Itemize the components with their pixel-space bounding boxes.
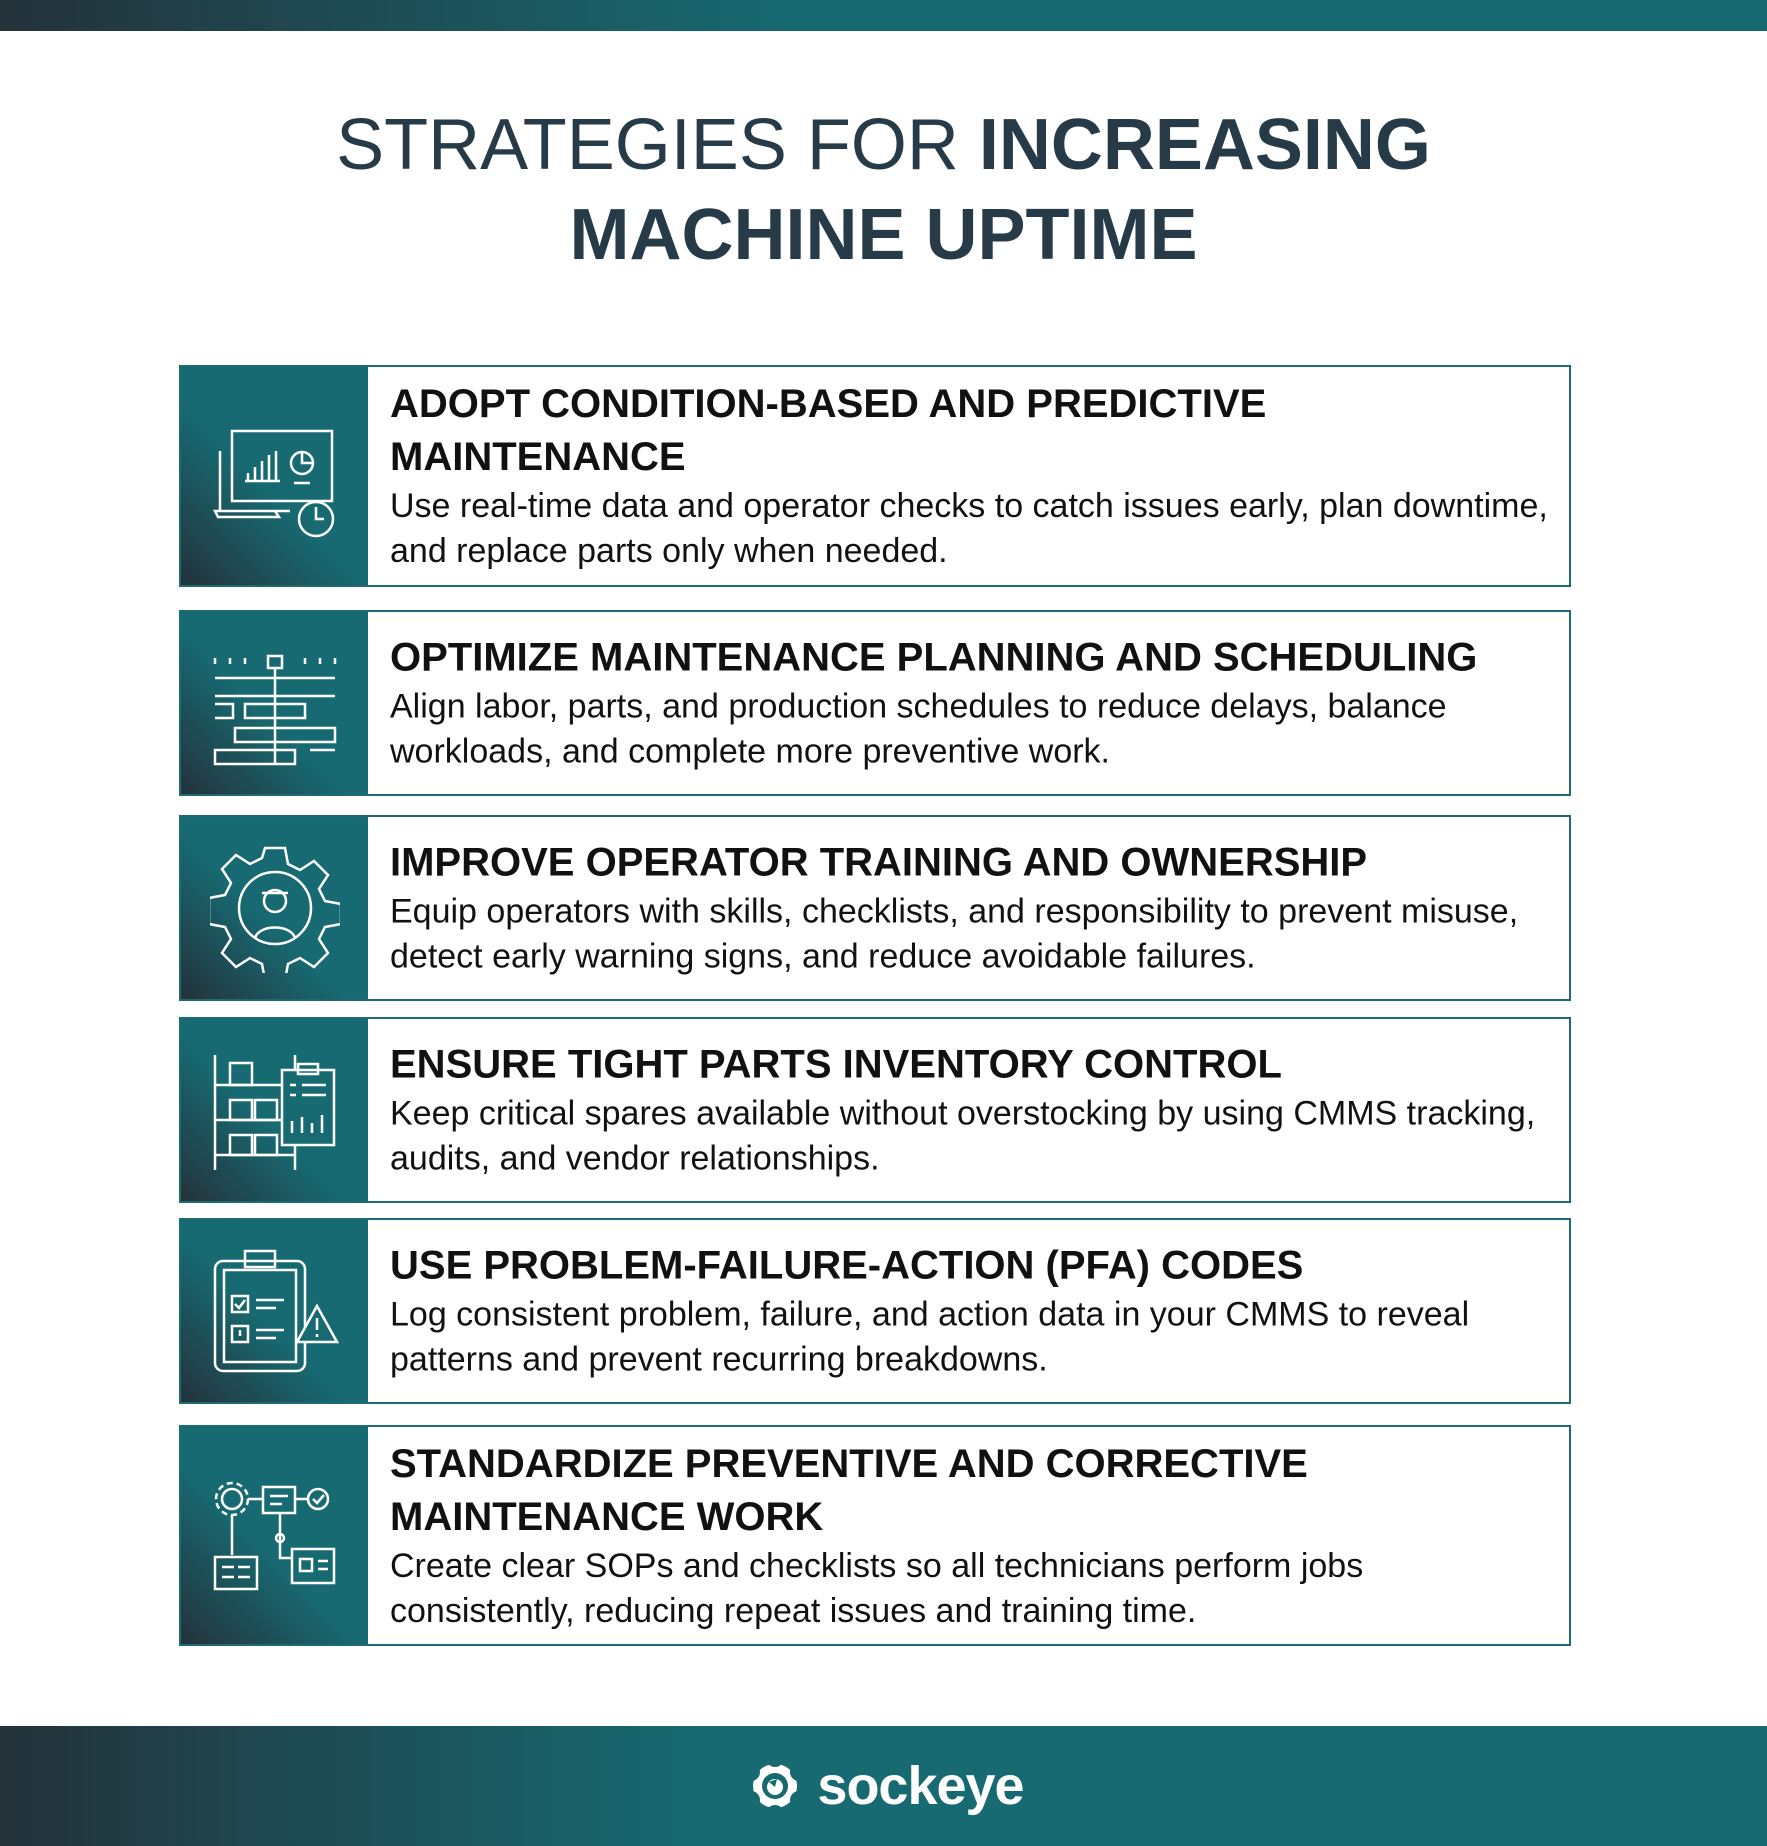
strategy-heading: STANDARDIZE PREVENTIVE AND CORRECTIVE MAINTENANCE WORK <box>390 1441 1308 1539</box>
dashboard-clock-icon <box>210 411 340 541</box>
gear-worker-icon <box>210 843 340 973</box>
strategy-card <box>179 610 1571 796</box>
icon-panel <box>181 367 368 585</box>
title-line-2: MACHINE UPTIME <box>569 195 1198 275</box>
strategy-card <box>179 1017 1571 1203</box>
strategy-heading: ADOPT CONDITION-BASED AND PREDICTIVE MAINTENANCE <box>390 382 1267 479</box>
clipboard-warning-icon <box>210 1246 340 1376</box>
strategy-heading: IMPROVE OPERATOR TRAINING AND OWNERSHIP <box>390 840 1368 885</box>
strategy-card <box>179 1218 1571 1404</box>
strategy-card <box>179 1425 1571 1646</box>
strategy-body: Create clear SOPs and checklists so all technicians perform jobs consistently, reducing repeat issues and training time. <box>390 1546 1364 1630</box>
icon-panel <box>181 612 368 794</box>
shelves-clipboard-icon <box>210 1045 340 1175</box>
page-title <box>0 100 1767 280</box>
strategy-card <box>179 365 1571 587</box>
strategy-body: Use real-time data and operator checks to catch issues early, plan downtime, and replace parts only when needed. <box>390 487 1548 570</box>
strategy-heading: OPTIMIZE MAINTENANCE PLANNING AND SCHEDULING <box>390 635 1478 680</box>
footer <box>0 1726 1767 1846</box>
top-bar <box>0 0 1767 31</box>
strategy-heading: USE PROBLEM-FAILURE-ACTION (PFA) CODES <box>390 1243 1304 1288</box>
strategy-body: Align labor, parts, and production schedules to reduce delays, balance workloads, and complete more preventive work. <box>390 687 1447 771</box>
title-light: STRATEGIES FOR <box>336 105 979 185</box>
icon-panel <box>181 1427 368 1644</box>
strategy-heading: ENSURE TIGHT PARTS INVENTORY CONTROL <box>390 1042 1282 1087</box>
title-bold: INCREASING <box>978 105 1431 185</box>
sockeye-gear-icon <box>743 1754 807 1818</box>
strategy-body: Equip operators with skills, checklists, and responsibility to prevent misuse, detect early warning signs, and reduce avoidable failures. <box>390 892 1519 976</box>
icon-panel <box>181 1220 368 1402</box>
icon-panel <box>181 1019 368 1201</box>
strategy-body: Keep critical spares available without overstocking by using CMMS tracking, audits, and vendor relationships. <box>390 1094 1536 1178</box>
sockeye-logo[interactable] <box>743 1754 1023 1818</box>
strategy-card <box>179 815 1571 1001</box>
gantt-schedule-icon <box>210 638 340 768</box>
strategy-body: Log consistent problem, failure, and action data in your CMMS to reveal patterns and prevent recurring breakdowns. <box>390 1295 1470 1379</box>
workflow-gear-icon <box>210 1471 340 1601</box>
brand-name: sockeye <box>817 1756 1024 1816</box>
icon-panel <box>181 817 368 999</box>
